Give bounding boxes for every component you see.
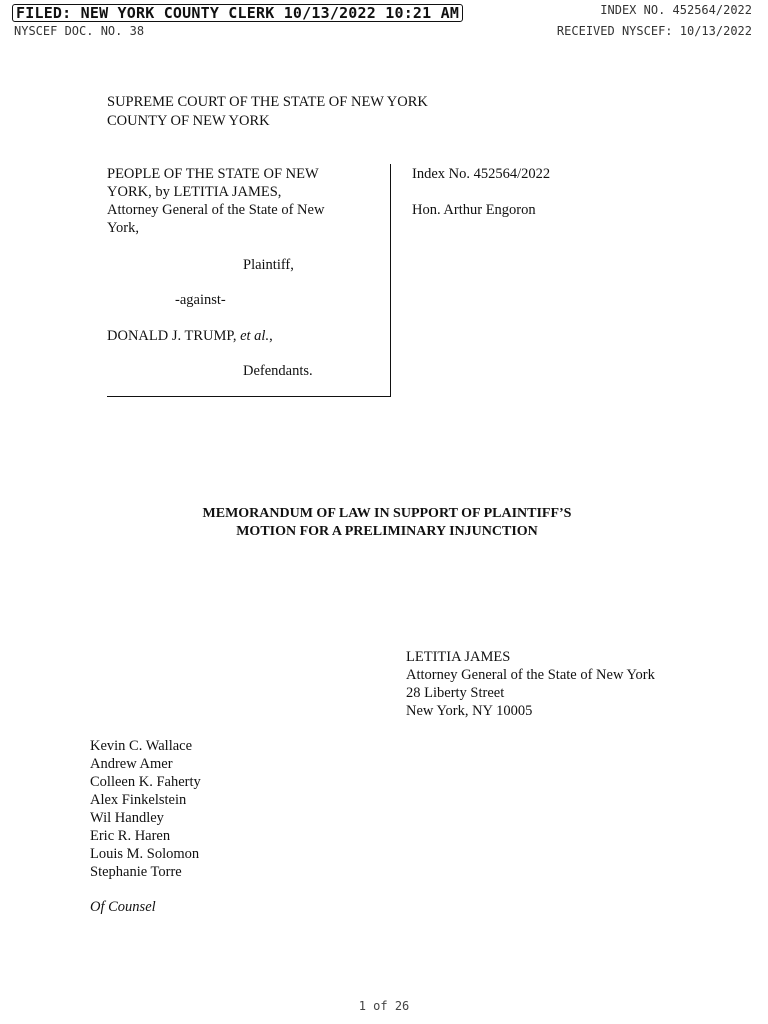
plaintiff-line-3: Attorney General of the State of New bbox=[107, 202, 325, 218]
plaintiff-line-2: YORK, by LETITIA JAMES, bbox=[107, 184, 282, 200]
judge-name: Hon. Arthur Engoron bbox=[412, 202, 536, 218]
index-number: Index No. 452564/2022 bbox=[412, 166, 551, 182]
page-number: 1 of 26 bbox=[358, 999, 410, 1013]
court-name: SUPREME COURT OF THE STATE OF NEW YORK bbox=[107, 94, 428, 110]
counsel-name: Eric R. Haren bbox=[90, 828, 171, 844]
document-title-line-2: MOTION FOR A PRELIMINARY INJUNCTION bbox=[236, 524, 538, 539]
signer-role: Attorney General of the State of New York bbox=[406, 667, 655, 683]
index-no-header: INDEX NO. 452564/2022 bbox=[600, 3, 752, 17]
plaintiff-line-1: PEOPLE OF THE STATE OF NEW bbox=[107, 166, 319, 182]
defendant-name-text: DONALD J. TRUMP, bbox=[107, 328, 241, 344]
counsel-name: Alex Finkelstein bbox=[90, 792, 187, 808]
of-counsel-label: Of Counsel bbox=[90, 899, 156, 915]
counsel-name: Stephanie Torre bbox=[90, 864, 182, 880]
defendants-label: Defendants. bbox=[243, 363, 313, 379]
plaintiff-line-4: York, bbox=[107, 220, 139, 236]
counsel-name: Kevin C. Wallace bbox=[90, 738, 193, 754]
signer-street: 28 Liberty Street bbox=[406, 685, 505, 701]
nyscef-doc-no: NYSCEF DOC. NO. 38 bbox=[14, 24, 145, 38]
signer-city: New York, NY 10005 bbox=[406, 703, 533, 719]
defendant-name bbox=[107, 327, 273, 345]
plaintiff-label: Plaintiff, bbox=[243, 257, 294, 273]
counsel-list bbox=[90, 737, 201, 881]
against-label: -against- bbox=[175, 292, 226, 308]
document-title-line-1: MEMORANDUM OF LAW IN SUPPORT OF PLAINTIFF’S bbox=[202, 506, 572, 521]
counsel-name: Louis M. Solomon bbox=[90, 846, 200, 862]
signer-name: LETITIA JAMES bbox=[406, 649, 511, 665]
court-county: COUNTY OF NEW YORK bbox=[107, 113, 270, 129]
counsel-name: Wil Handley bbox=[90, 810, 164, 826]
received-nyscef: RECEIVED NYSCEF: 10/13/2022 bbox=[556, 24, 752, 38]
filed-stamp: FILED: NEW YORK COUNTY CLERK 10/13/2022 10:21 AM bbox=[12, 4, 463, 22]
et-al: et al. bbox=[240, 328, 270, 344]
counsel-name: Andrew Amer bbox=[90, 756, 173, 772]
defendant-comma: , bbox=[269, 328, 273, 344]
counsel-name: Colleen K. Faherty bbox=[90, 774, 201, 790]
